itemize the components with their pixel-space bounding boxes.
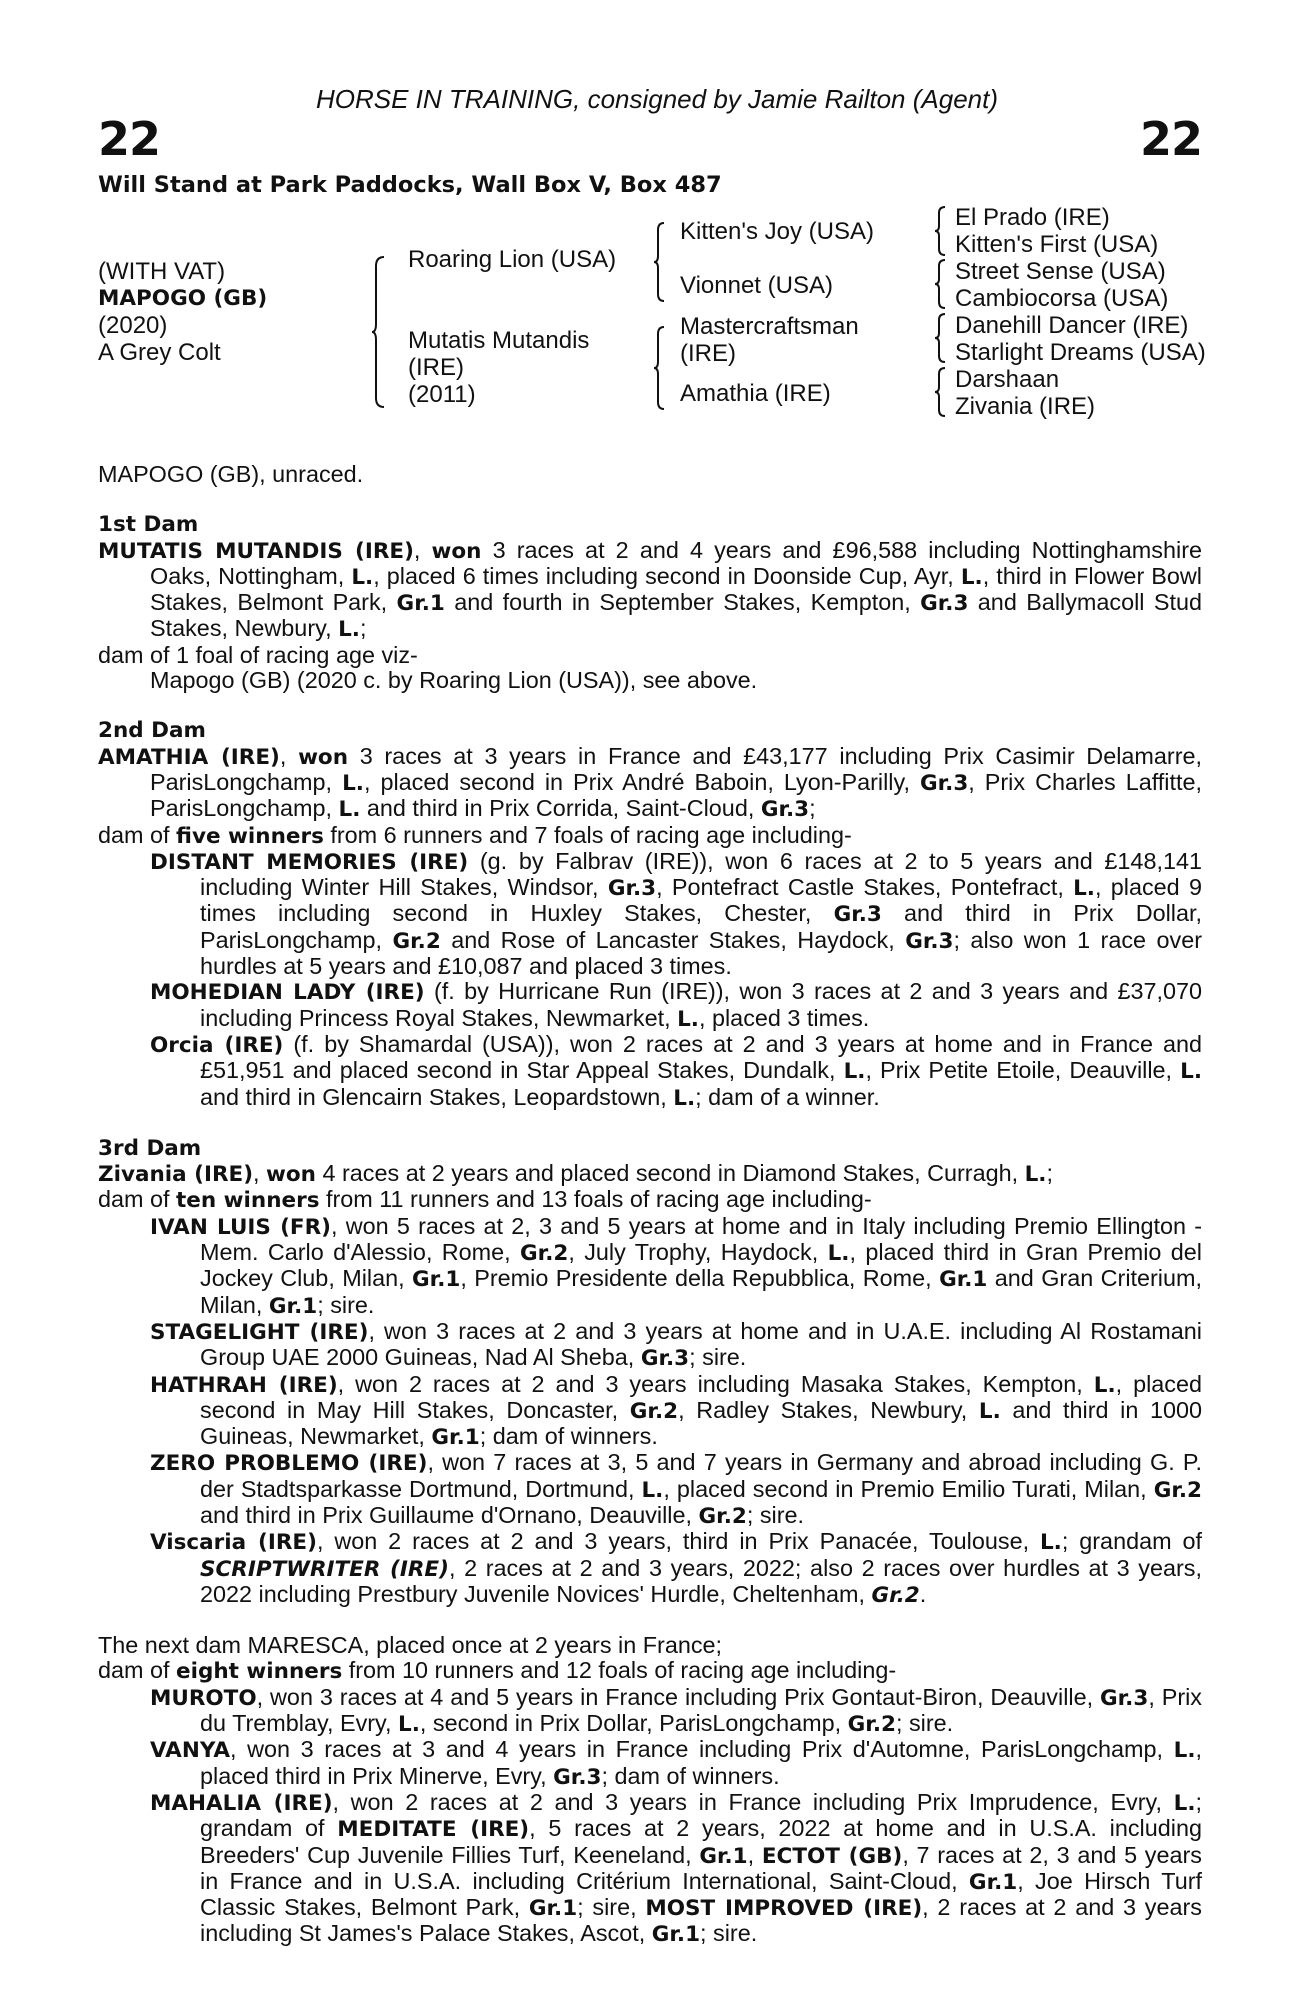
third-dam-record: Zivania (IRE), won 4 races at 2 years and placed second in Diamond Stakes, Curragh, L.;	[98, 1160, 1053, 1188]
ds-dam: Starlight Dreams (USA)	[955, 339, 1206, 366]
dam-sire-line2: (IRE)	[680, 340, 736, 367]
produce-stagelight: STAGELIGHT (IRE), won 3 races at 2 and 3 years at home and in U.A.E. including Al Rostamani Group UAE 2000 Guineas, Nad Al Sheba, Gr.3; sire.	[150, 1317, 1202, 1372]
second-dam-heading: 2nd Dam	[98, 718, 206, 744]
dam-name-line1: Mutatis Mutandis	[408, 327, 590, 354]
produce-distant-memories: DISTANT MEMORIES (IRE) (g. by Falbrav (IRE)), won 6 races at 2 to 5 years and £148,141 including Winter Hill Stakes, Windsor, Gr.3, Pontefract Castle Stakes, Pontefract, L., placed 9 times including second in Huxley Stakes, Chester, Gr.3 and third in Prix Dollar, ParisLongchamp, Gr.2 and Rose of Lancaster Stakes, Haydock, Gr.3; also won 1 race over hurdles at 5 years and £10,087 and placed 3 times.	[150, 847, 1203, 980]
dd-sire: Darshaan	[955, 366, 1060, 393]
vat-note: (WITH VAT)	[98, 258, 226, 285]
ds-sire: Danehill Dancer (IRE)	[955, 312, 1189, 339]
brace-sire-line	[654, 222, 666, 302]
brace-dd	[935, 367, 947, 417]
sire-dam: Vionnet (USA)	[680, 272, 833, 299]
dam-sire-line1: Mastercraftsman	[680, 313, 859, 340]
produce-viscaria: Viscaria (IRE), won 2 races at 2 and 3 years, third in Prix Panacée, Toulouse, L.; grandam of SCRIPTWRITER (IRE), 2 races at 2 and 3 years, 2022; also 2 races over hurdles at 3 years, 2022 including Prestbury Juvenile Novices' Hurdle, Cheltenham, Gr.2.	[150, 1528, 1202, 1608]
horse-name: MAPOGO (GB)	[98, 286, 268, 311]
next-dam-produce-intro: dam of eight winners from 10 runners and 12 foals of racing age including-	[98, 1657, 897, 1685]
produce-mohedian-lady: MOHEDIAN LADY (IRE) (f. by Hurricane Run (IRE)), won 3 races at 2 and 3 years and £37,070 including Princess Royal Stakes, Newmarket, L., placed 3 times.	[150, 978, 1203, 1032]
third-dam-section	[98, 1136, 1202, 1608]
sd-sire: Street Sense (USA)	[955, 258, 1166, 285]
sd-dam: Cambiocorsa (USA)	[955, 285, 1169, 312]
sire: Roaring Lion (USA)	[408, 246, 617, 273]
ss-dam: Kitten's First (USA)	[955, 231, 1159, 258]
stand-location: Will Stand at Park Paddocks, Wall Box V, Box 487	[98, 172, 722, 198]
produce-vanya: VANYA, won 3 races at 3 and 4 years in France including Prix d'Automne, ParisLongchamp, L., placed third in Prix Minerve, Evry, Gr.3; dam of winners.	[150, 1736, 1202, 1790]
foaling-year: (2020)	[98, 312, 168, 339]
dam-dam: Amathia (IRE)	[680, 380, 831, 407]
produce-hathrah: HATHRAH (IRE), won 2 races at 2 and 3 years including Masaka Stakes, Kempton, L., placed second in May Hill Stakes, Doncaster, Gr.2, Radley Stakes, Newbury, L. and third in 1000 Guineas, Newmarket, Gr.1; dam of winners.	[150, 1370, 1203, 1451]
unraced-note: MAPOGO (GB), unraced.	[98, 461, 364, 487]
next-dam-section	[98, 1633, 1202, 1948]
first-dam-produce-item: Mapogo (GB) (2020 c. by Roaring Lion (USA)), see above.	[150, 667, 758, 694]
brace-ss	[935, 206, 947, 256]
dam-name-line2: (IRE)	[408, 354, 464, 381]
third-dam-produce-intro: dam of ten winners from 11 runners and 13 foals of racing age including-	[98, 1186, 872, 1214]
ss-sire: El Prado (IRE)	[955, 204, 1110, 231]
first-dam-produce-intro: dam of 1 foal of racing age viz-	[98, 641, 418, 668]
sire-sire: Kitten's Joy (USA)	[680, 218, 874, 245]
dd-dam: Zivania (IRE)	[955, 393, 1096, 420]
second-dam-section	[98, 718, 1202, 1110]
consignment-line: HORSE IN TRAINING, consigned by Jamie Railton (Agent)	[315, 84, 999, 114]
lot-number-left: 22	[98, 112, 161, 166]
first-dam-section	[98, 512, 1202, 693]
brace-dam-line	[654, 326, 666, 410]
first-dam-heading: 1st Dam	[98, 512, 199, 538]
brace-generation-1	[372, 256, 386, 408]
horse-description: A Grey Colt	[98, 339, 221, 366]
catalogue-body	[98, 462, 1202, 1948]
first-dam-record: MUTATIS MUTANDIS (IRE), won 3 races at 2 and 4 years and £96,588 including Nottinghamshire Oaks, Nottingham, L., placed 6 times including second in Doonside Cup, Ayr, L., third in Flower Bowl Stakes, Belmont Park, Gr.1 and fourth in September Stakes, Kempton, Gr.3 and Ballymacoll Stud Stakes, Newbury, L.;	[98, 536, 1202, 643]
produce-orcia: Orcia (IRE) (f. by Shamardal (USA)), won 2 races at 2 and 3 years at home and in France and £51,951 and placed second in Star Appeal Stakes, Dundalk, L., Prix Petite Etoile, Deauville, L. and third in Glencairn Stakes, Leopardstown, L.; dam of a winner.	[150, 1030, 1202, 1111]
third-dam-heading: 3rd Dam	[98, 1135, 202, 1161]
dam-foaling-year: (2011)	[408, 381, 476, 408]
brace-sd	[935, 259, 947, 309]
next-dam-record: The next dam MARESCA, placed once at 2 years in France;	[98, 1632, 723, 1659]
brace-ds	[935, 313, 947, 363]
produce-zero-problemo: ZERO PROBLEMO (IRE), won 7 races at 3, 5 and 7 years in Germany and abroad including G. P. der Stadtsparkasse Dortmund, Dortmund, L., placed second in Premio Emilio Turati, Milan, Gr.2 and third in Prix Guillaume d'Ornano, Deauville, Gr.2; sire.	[150, 1449, 1202, 1529]
produce-muroto: MUROTO, won 3 races at 4 and 5 years in France including Prix Gontaut-Biron, Deauville, Gr.3, Prix du Tremblay, Evry, L., second in Prix Dollar, ParisLongchamp, Gr.2; sire.	[150, 1683, 1202, 1738]
produce-ivan-luis: IVAN LUIS (FR), won 5 races at 2, 3 and 5 years at home and in Italy including Premio Ellington - Mem. Carlo d'Alessio, Rome, Gr.2, July Trophy, Haydock, L., placed third in Gran Premio del Jockey Club, Milan, Gr.1, Premio Presidente della Repubblica, Rome, Gr.1 and Gran Criterium, Milan, Gr.1; sire.	[150, 1212, 1202, 1319]
second-dam-record: AMATHIA (IRE), won 3 races at 3 years in France and £43,177 including Prix Casimir Delamarre, ParisLongchamp, L., placed second in Prix André Baboin, Lyon-Parilly, Gr.3, Prix Charles Laffitte, ParisLongchamp, L. and third in Prix Corrida, Saint-Cloud, Gr.3;	[98, 742, 1203, 823]
lot-number-right: 22	[1139, 112, 1202, 166]
second-dam-produce-intro: dam of five winners from 6 runners and 7 foals of racing age including-	[98, 821, 852, 849]
produce-mahalia: MAHALIA (IRE), won 2 races at 2 and 3 years in France including Prix Imprudence, Evry, L.; grandam of MEDITATE (IRE), 5 races at 2 years, 2022 at home and in U.S.A. including Breeders' Cup Juvenile Fillies Turf, Keeneland, Gr.1, ECTOT (GB), 7 races at 2, 3 and 5 years in France and in U.S.A. including Critérium International, Saint-Cloud, Gr.1, Joe Hirsch Turf Classic Stakes, Belmont Park, Gr.1; sire, MOST IMPROVED (IRE), 2 races at 2 and 3 years including St James's Palace Stakes, Ascot, Gr.1; sire.	[150, 1788, 1203, 1948]
